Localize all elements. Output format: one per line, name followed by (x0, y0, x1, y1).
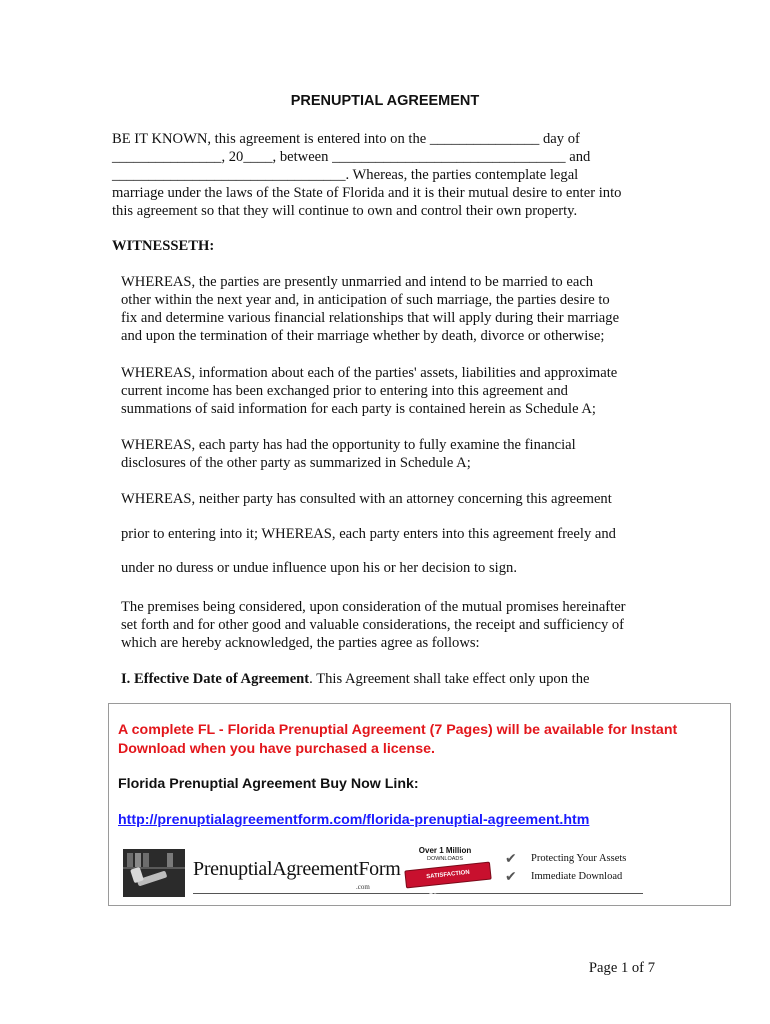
checkmark-icon: ✔ (505, 850, 517, 866)
whereas-paragraph-4-line-3: under no duress or undue influence upon his or her decision to sign. (121, 560, 517, 576)
whereas-paragraph-1 (121, 273, 619, 345)
paragraph-line: disclosures of the other party as summarized in Schedule A; (121, 455, 471, 471)
paragraph-line: WHEREAS, each party has had the opportunity to fully examine the financial (121, 437, 576, 453)
paragraph-line: current income has been exchanged prior to entering into this agreement and (121, 383, 568, 399)
book-shape (167, 853, 173, 867)
intro-line: BE IT KNOWN, this agreement is entered into on the _______________ day of (112, 131, 580, 147)
intro-line: _______________, 20____, between ________________________________ and (112, 149, 591, 165)
paragraph-line: WHEREAS, the parties are presently unmarried and intend to be married to each (121, 274, 594, 290)
brand-logo-text: PrenuptialAgreementForm (193, 858, 401, 880)
intro-line: this agreement so that they will continue to own and control their own property. (112, 203, 578, 219)
book-shape (127, 853, 133, 867)
intro-paragraph (112, 130, 621, 220)
section-1-text: . This Agreement shall take effect only upon the (309, 671, 590, 687)
purchase-notice-box (108, 703, 731, 906)
badge-ribbon: SATISFACTION GUARANTEED (404, 862, 491, 889)
whereas-paragraph-3 (121, 436, 576, 472)
badge-headline: Over 1 Million (418, 846, 472, 855)
brand-banner[interactable] (123, 846, 643, 898)
intro-line: ________________________________. Whereas, the parties contemplate legal (112, 167, 579, 183)
paragraph-line: and upon the termination of their marriage whether by death, divorce or otherwise; (121, 328, 605, 344)
checkmark-icon: ✔ (505, 868, 517, 884)
brand-suffix: .com (356, 883, 370, 891)
paragraph-line: WHEREAS, information about each of the parties' assets, liabilities and approximate (121, 365, 618, 381)
purchase-notice-text: A complete FL - Florida Prenuptial Agreement (7 Pages) will be available for Instant Download when you have purchased a license. (118, 722, 678, 757)
buy-now-label: Florida Prenuptial Agreement Buy Now Link: (118, 776, 419, 792)
satisfaction-badge (401, 846, 493, 897)
banner-divider (193, 893, 643, 894)
section-1-paragraph (121, 670, 590, 688)
book-shape (143, 853, 149, 867)
paragraph-line: which are hereby acknowledged, the parties agree as follows: (121, 635, 480, 651)
witnesseth-heading: WITNESSETH: (112, 238, 215, 254)
section-1-heading: I. Effective Date of Agreement (121, 671, 310, 687)
paragraph-line: fix and determine various financial relationships that will apply during their marriage (121, 310, 620, 326)
paragraph-line: summations of said information for each party is contained herein as Schedule A; (121, 401, 596, 417)
feature-label: Protecting Your Assets (531, 853, 627, 864)
premises-paragraph (121, 598, 626, 652)
page-number: Page 1 of 7 (588, 960, 655, 976)
badge-subline: DOWNLOADS (426, 856, 464, 862)
paragraph-line: The premises being considered, upon consideration of the mutual promises hereinafter (121, 599, 626, 615)
whereas-paragraph-2 (121, 364, 617, 418)
paragraph-line: other within the next year and, in anticipation of such marriage, the parties desire to (121, 292, 610, 308)
buy-now-link[interactable]: http://prenuptialagreementform.com/florida-prenuptial-agreement.htm (118, 812, 590, 828)
feature-label: Immediate Download (531, 871, 623, 882)
document-title: PRENUPTIAL AGREEMENT (290, 93, 480, 109)
paragraph-line: set forth and for other good and valuable considerations, the receipt and sufficiency of (121, 617, 625, 633)
gavel-photo-image (123, 849, 185, 897)
whereas-paragraph-4-line-2: prior to entering into it; WHEREAS, each party enters into this agreement freely and (121, 526, 616, 542)
intro-line: marriage under the laws of the State of Florida and it is their mutual desire to enter into (112, 185, 622, 201)
whereas-paragraph-4-line-1: WHEREAS, neither party has consulted with an attorney concerning this agreement (121, 491, 612, 507)
gavel-head-shape (130, 867, 144, 883)
book-shape (135, 853, 141, 867)
